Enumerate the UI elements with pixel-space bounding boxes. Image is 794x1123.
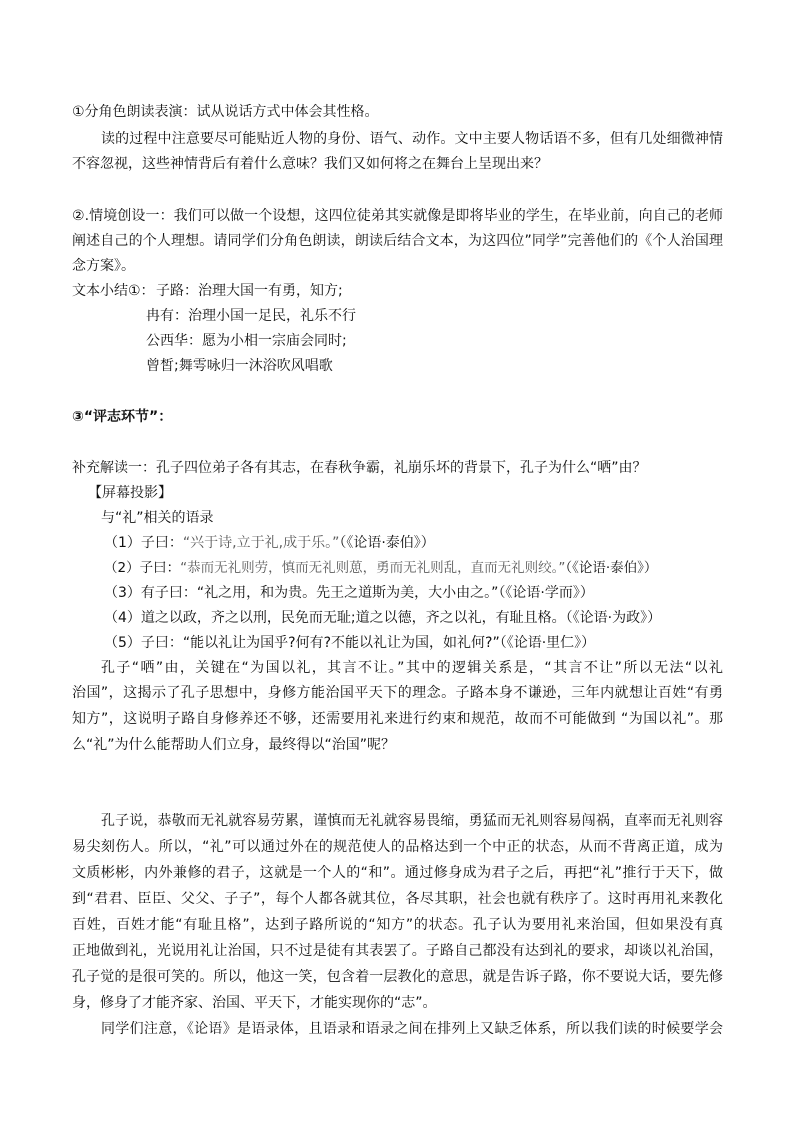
explanation-line-8: 身，修身了才能齐家、治国、平天下，才能实现你的“志”。 <box>72 995 437 1011</box>
supplement-line: 补充解读一：孔子四位弟子各有其志，在春秋争霸，礼崩乐坏的背景下，孔子为什么“哂”由？ <box>72 460 647 476</box>
analysis-line-1: 孔子“哂”由，关键在“为国以礼，其言不让。”其中的逻辑关系是，“其言不让”所以无法“以礼 <box>101 660 723 676</box>
section2-line-1: ②.情境创设一：我们可以做一个设想，这四位徒弟其实就像是即将毕业的学生，在毕业前，向自己的老师 <box>72 208 723 224</box>
final-line: 同学们注意，《论语》是语录体，且语录和语录之间在排列上又缺乏体系，所以我们读的时候要学会 <box>101 1021 723 1037</box>
quote-source: （《论语·里仁》） <box>499 635 596 651</box>
quote-prefix: （5）子曰： <box>104 635 183 651</box>
quote-prefix: （1）子曰： <box>104 535 183 551</box>
quote-source: （《论语·学而》） <box>498 585 594 601</box>
explanation-line-3: 文质彬彬，内外兼修的君子，这就是一个人的“和”。通过修身成为君子之后，再把“礼”推行于天下，做 <box>72 865 723 881</box>
analysis-line-3: 知方”，这说明子路自身修养还不够，还需要用礼来进行约束和规范，故而不可能做到 “为国以礼”。那 <box>72 711 723 727</box>
quote-text: “能以礼让为国乎?何有?不能以礼让为国，如礼何?” <box>182 635 500 651</box>
quote-text: “礼之用，和为贵。先王之道斯为美，大小由之。” <box>196 585 499 601</box>
summary-item-3: 公西华：愿为小相一宗庙会同时; <box>146 333 347 349</box>
quote-prefix: （3）有子曰： <box>104 585 197 601</box>
quote-prefix: （2）子曰： <box>104 560 181 576</box>
explanation-line-6: 正地做到礼，光说用礼让治国，只不过是徒有其表罢了。子路自己都没有达到礼的要求，却谈以礼治国， <box>72 943 723 959</box>
quote-3 <box>104 584 594 602</box>
quote-source: （《论语·泰伯》） <box>565 560 658 576</box>
explanation-line-4: 到“君君、臣臣、父父、子子”，每个人都各就其位，各尽其职，社会也就有秩序了。这时再用礼来教化 <box>72 891 723 907</box>
quote-5 <box>104 634 595 652</box>
section2-line-2: 阐述自己的个人理想。请同学们分角色朗读，朗读后结合文本，为这四位”同学”完善他们的《个人治国理 <box>72 233 723 249</box>
quote-text: “恭而无礼则劳，慎而无礼则葸，勇而无礼则乱，直而无礼则绞。” <box>180 560 566 576</box>
quote-4 <box>104 609 661 627</box>
quote-text: “兴于诗,立于礼,成于乐。” <box>182 535 340 551</box>
quote-prefix: （4） <box>104 610 141 626</box>
section3-heading: ③“评志环节”： <box>72 409 173 425</box>
section1-para-line-2: 不容忽视，这些神情背后有着什么意味？我们又如何将之在舞台上呈现出来？ <box>72 156 548 172</box>
quote-source: （《论语·为政》） <box>565 610 662 626</box>
quote-2 <box>104 559 657 577</box>
explanation-line-2: 易尖刻伤人。所以，“礼”可以通过外在的规范使人的品格达到一个中正的状态，从而不背离正道，成为 <box>72 839 723 855</box>
quotes-title: 与“礼”相关的语录 <box>101 510 214 526</box>
section1-heading: ①分角色朗读表演：试从说话方式中体会其性格。 <box>72 104 379 120</box>
summary-item-2: 冉有：治理小国一足民，礼乐不行 <box>146 308 356 324</box>
analysis-line-4: 么“礼”为什么能帮助人们立身，最终得以“治国”呢？ <box>72 737 396 753</box>
quote-1 <box>104 534 435 552</box>
section1-para-line-1: 读的过程中注意要尽可能贴近人物的身份、语气、动作。文中主要人物话语不多，但有几处细微神情 <box>101 131 723 147</box>
quote-source: （《论语·泰伯》） <box>339 535 435 551</box>
summary-item-1: 子路：治理大国一有勇，知方; <box>156 283 343 299</box>
summary-item-4: 曾皙;舞雩咏归一沐浴吹风唱歌 <box>146 358 333 374</box>
section2-line-3: 念方案》。 <box>72 258 135 274</box>
explanation-line-1: 孔子说，恭敬而无礼就容易劳累，谨慎而无礼就容易畏缩，勇猛而无礼则容易闯祸，直率而无礼则容 <box>101 813 723 829</box>
explanation-line-5: 百姓，百姓才能“有耻且格”，达到子路所说的“知方”的状态。孔子认为要用礼来治国，但如果没有真 <box>72 917 723 933</box>
explanation-line-7: 孔子觉的是很可笑的。所以，他这一笑，包含着一层教化的意思，就是告诉子路，你不要说大话，要先修 <box>72 969 723 985</box>
summary-label: 文本小结①： <box>72 283 155 299</box>
projection-label: 【屏幕投影】 <box>88 485 172 501</box>
quote-text: 道之以政，齐之以刑，民免而无耻;道之以德，齐之以礼，有耻且格。 <box>140 610 566 626</box>
analysis-line-2: 治国”，这揭示了孔子思想中，身修方能治国平天下的理念。子路本身不谦逊，三年内就想让百姓“有勇 <box>72 685 723 701</box>
